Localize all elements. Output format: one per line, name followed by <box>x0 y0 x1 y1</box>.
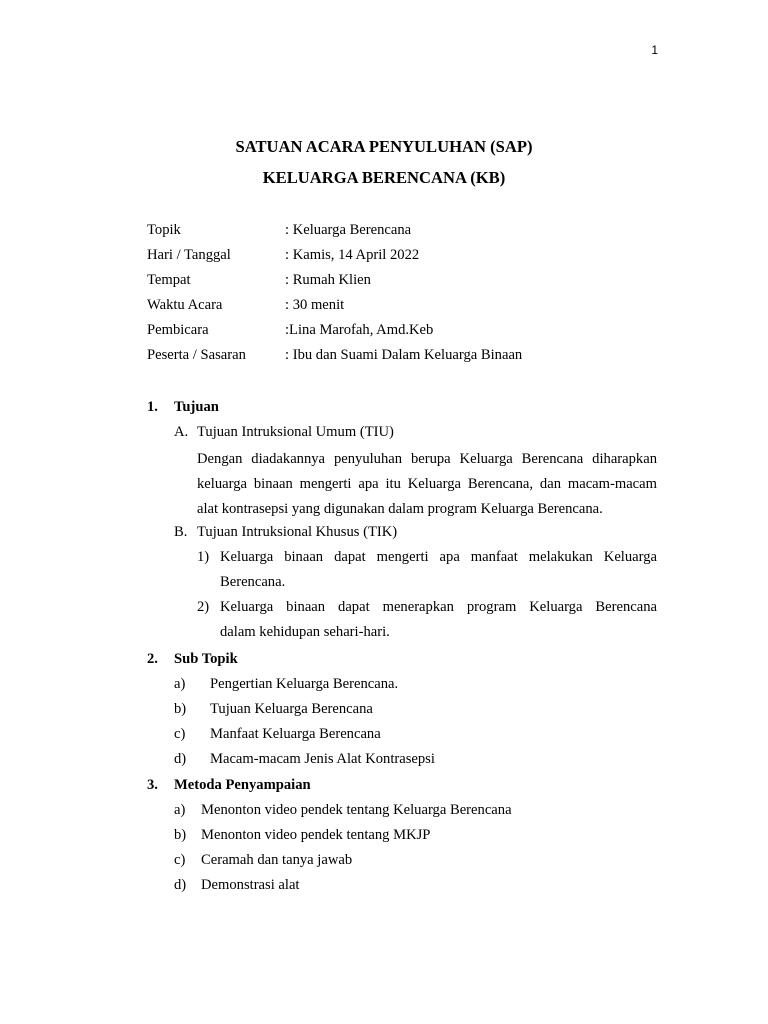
info-label: Tempat <box>147 272 191 288</box>
list-item <box>147 547 657 597</box>
list-text: Menonton video pendek tentang MKJP <box>201 827 431 843</box>
list-item <box>147 800 657 825</box>
list-text: Pengertian Keluarga Berencana. <box>210 676 399 692</box>
list-marker: a) <box>174 802 186 818</box>
section-number: 3. <box>147 777 158 793</box>
info-label: Waktu Acara <box>147 297 223 313</box>
list-marker: 2) <box>197 599 210 615</box>
list-item <box>147 875 657 900</box>
section-tujuan <box>147 397 657 647</box>
list-item <box>147 674 657 699</box>
section-title: Metoda Penyampaian <box>174 777 311 793</box>
list-text: Manfaat Keluarga Berencana <box>210 726 381 742</box>
info-label: Pembicara <box>147 322 209 338</box>
info-value: : Kamis, 14 April 2022 <box>285 247 420 263</box>
list-text: Macam-macam Jenis Alat Kontrasepsi <box>210 751 435 767</box>
info-row <box>147 270 522 295</box>
info-row <box>147 245 522 270</box>
info-table <box>147 220 522 370</box>
document-title <box>0 137 768 188</box>
section-title: Sub Topik <box>174 651 238 667</box>
list-item <box>147 825 657 850</box>
section-number: 2. <box>147 651 158 667</box>
section-heading <box>147 397 657 422</box>
list-text: Keluarga binaan dapat mengerti apa manfaat melakukan Keluarga <box>220 549 657 565</box>
info-value: :Lina Marofah, Amd.Keb <box>285 322 434 338</box>
info-row <box>147 345 522 370</box>
list-item <box>147 724 657 749</box>
list-text: Tujuan Keluarga Berencana <box>210 701 373 717</box>
info-label: Peserta / Sasaran <box>147 347 246 363</box>
section-title: Tujuan <box>174 399 219 415</box>
paragraph-line: keluarga binaan mengerti apa itu Keluarga Berencana, dan macam-macam <box>197 476 657 492</box>
info-value: : 30 menit <box>285 297 345 313</box>
list-item <box>147 699 657 724</box>
subsection-title: Tujuan Intruksional Khusus (TIK) <box>197 524 398 540</box>
info-label: Topik <box>147 222 181 238</box>
list-item <box>147 597 657 647</box>
list-marker: b) <box>174 827 187 843</box>
section-heading <box>147 775 657 800</box>
list-text: Demonstrasi alat <box>201 877 300 893</box>
list-text: Ceramah dan tanya jawab <box>201 852 353 868</box>
list-marker: c) <box>174 726 186 742</box>
info-row <box>147 220 522 245</box>
title-line-1: SATUAN ACARA PENYULUHAN (SAP) <box>235 137 533 156</box>
title-line-2: KELUARGA BERENCANA (KB) <box>262 168 506 187</box>
info-value: : Ibu dan Suami Dalam Keluarga Binaan <box>285 347 523 363</box>
info-row <box>147 295 522 320</box>
section-heading <box>147 649 657 674</box>
list-marker: a) <box>174 676 186 692</box>
subsection-marker: A. <box>174 424 189 440</box>
info-value: : Rumah Klien <box>285 272 371 288</box>
list-marker: b) <box>174 701 187 717</box>
subsection-marker: B. <box>174 524 188 540</box>
list-marker: c) <box>174 852 186 868</box>
list-item <box>147 850 657 875</box>
list-text: Berencana. <box>220 574 286 590</box>
page-number: 1 <box>651 43 658 57</box>
tiu-paragraph <box>147 447 657 522</box>
list-marker: d) <box>174 751 187 767</box>
section-sub-topik <box>147 649 657 774</box>
list-text: dalam kehidupan sehari-hari. <box>220 624 390 640</box>
subsection-title: Tujuan Intruksional Umum (TIU) <box>197 424 394 440</box>
list-text: Menonton video pendek tentang Keluarga Berencana <box>201 802 512 818</box>
list-text: Keluarga binaan dapat menerapkan program Keluarga Berencana <box>220 599 657 615</box>
info-label: Hari / Tanggal <box>147 247 231 263</box>
paragraph-line: Dengan diadakannya penyuluhan berupa Keluarga Berencana diharapkan <box>197 451 657 467</box>
paragraph-line: alat kontrasepsi yang digunakan dalam program Keluarga Berencana. <box>197 501 603 517</box>
subsection-heading-a <box>147 422 657 447</box>
list-marker: 1) <box>197 549 210 565</box>
section-number: 1. <box>147 399 158 415</box>
list-item <box>147 749 657 774</box>
subsection-heading-b <box>147 522 657 547</box>
section-metoda-penyampaian <box>147 775 657 900</box>
info-row <box>147 320 522 345</box>
info-value: : Keluarga Berencana <box>285 222 412 238</box>
list-marker: d) <box>174 877 187 893</box>
